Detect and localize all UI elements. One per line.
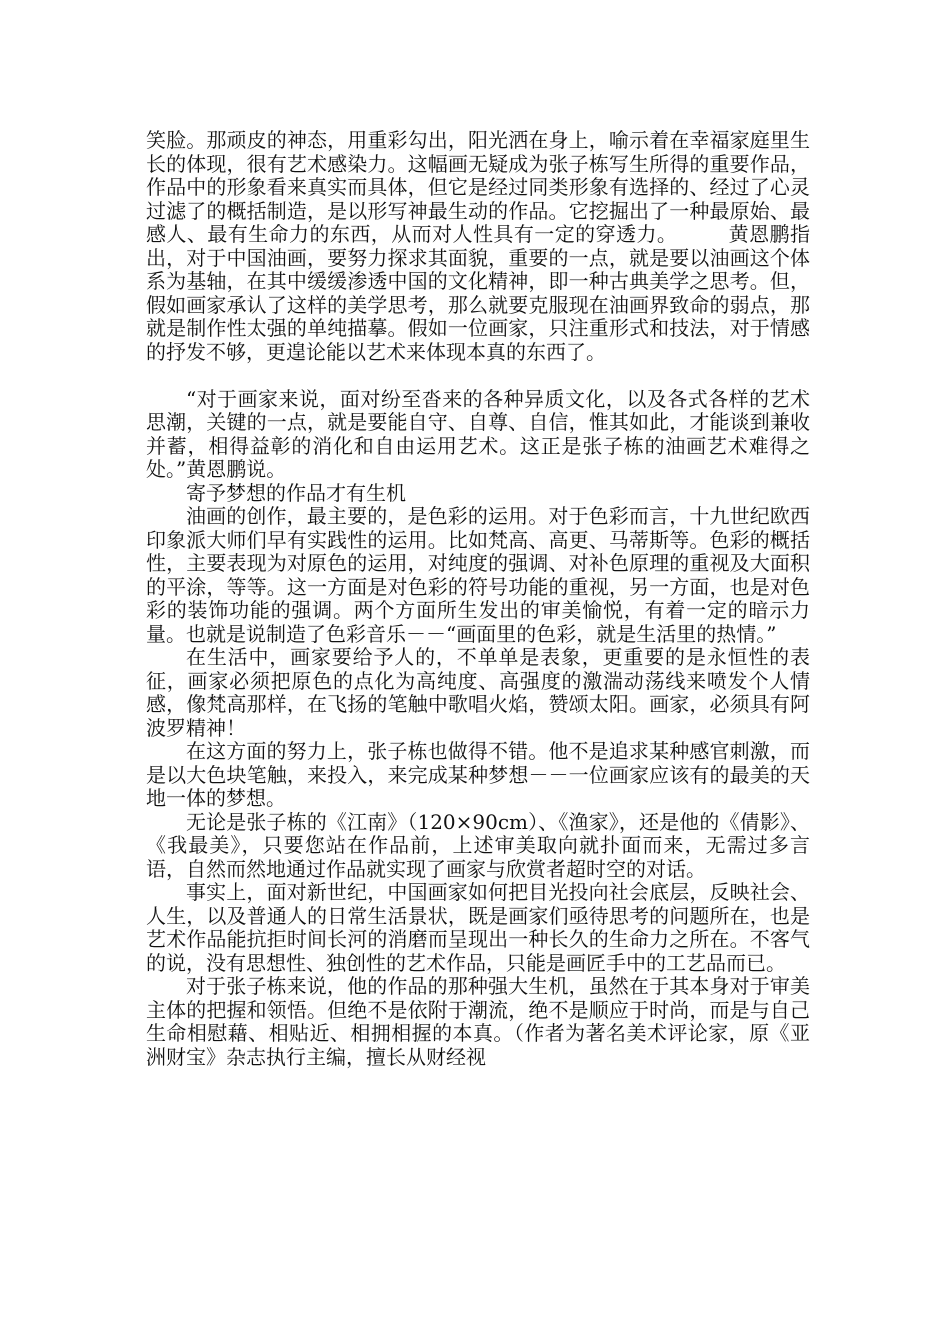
- paragraph-2: “对于画家来说，面对纷至沓来的各种异质文化，以及各式各样的艺术思潮，关键的一点，就是要能自守、自尊、自信，惟其如此，才能谈到兼收并蓄，相得益彰的消化和自由运用艺术。这正是张子栋的油画艺术难得之处。”黄恩鹏说。: [146, 386, 810, 481]
- article-body: [146, 129, 810, 1069]
- paragraph-7: 事实上，面对新世纪，中国画家如何把目光投向社会底层，反映社会、人生，以及普通人的日常生活景状，既是画家们亟待思考的问题所在，也是艺术作品能抗拒时间长河的消磨而呈现出一种长久的生命力之所在。不客气的说，没有思想性、独创性的艺术作品，只能是画匠手中的工艺品而已。: [146, 880, 810, 975]
- section-heading: 寄予梦想的作品才有生机: [186, 480, 406, 505]
- paragraph-6: 无论是张子栋的《江南》（120×90cm）、《渔家》，还是他的《倩影》、《我最美》，只要您站在作品前，上述审美取向就扑面而来，无需过多言语，自然而然地通过作品就实现了画家与欣赏者超时空的对话。: [146, 809, 810, 881]
- paragraph-1: 笑脸。那顽皮的神态，用重彩勾出，阳光洒在身上，喻示着在幸福家庭里生长的体现，很有艺术感染力。这幅画无疑成为张子栋写生所得的重要作品，作品中的形象看来真实而具体，但它是经过同类形象有选择的、经过了心灵过滤了的概括制造，是以形写神最生动的作品。它挖掘出了一种最原始、最感人、最有生命力的东西，从而对人性具有一定的穿透力。 黄恩鹏指出，对于中国油画，要努力探求其面貌，重要的一点，就是要以油画这个体系为基轴，在其中缓缓渗透中国的文化精神，即一种古典美学之思考。但，假如画家承认了这样的美学思考，那么就要克服现在油画界致命的弱点，那就是制作性太强的单纯描摹。假如一位画家，只注重形式和技法，对于情感的抒发不够，更遑论能以艺术来体现本真的东西了。: [146, 128, 810, 364]
- paragraph-3: 油画的创作，最主要的，是色彩的运用。对于色彩而言，十九世纪欧西印象派大师们早有实践性的运用。比如梵高、高更、马蒂斯等。色彩的概括性，主要表现为对原色的运用，对纯度的强调、对补色原理的重视及大面积的平涂，等等。这一方面是对色彩的符号功能的重视，另一方面，也是对色彩的装饰功能的强调。两个方面所生发出的审美愉悦，有着一定的暗示力量。也就是说制造了色彩音乐－－“画面里的色彩，就是生活里的热情。”: [146, 504, 810, 646]
- paragraph-8: 对于张子栋来说，他的作品的那种强大生机，虽然在于其本身对于审美主体的把握和领悟。但绝不是依附于潮流，绝不是顺应于时尚，而是与自己生命相慰藉、相贴近、相拥相握的本真。（作者为著名美术评论家，原《亚洲财宝》杂志执行主编，擅长从财经视: [146, 974, 810, 1069]
- paragraph-5: 在这方面的努力上，张子栋也做得不错。他不是追求某种感官刺激，而是以大色块笔触，来投入，来完成某种梦想－－一位画家应该有的最美的天地一体的梦想。: [146, 739, 810, 810]
- paragraph-4: 在生活中，画家要给予人的，不单单是表象，更重要的是永恒性的表征，画家必须把原色的点化为高纯度、高强度的激湍动荡线来喷发个人情感，像梵高那样，在飞扬的笔触中歌唱火焰，赞颂太阳。画家，必须具有阿波罗精神！: [146, 645, 810, 740]
